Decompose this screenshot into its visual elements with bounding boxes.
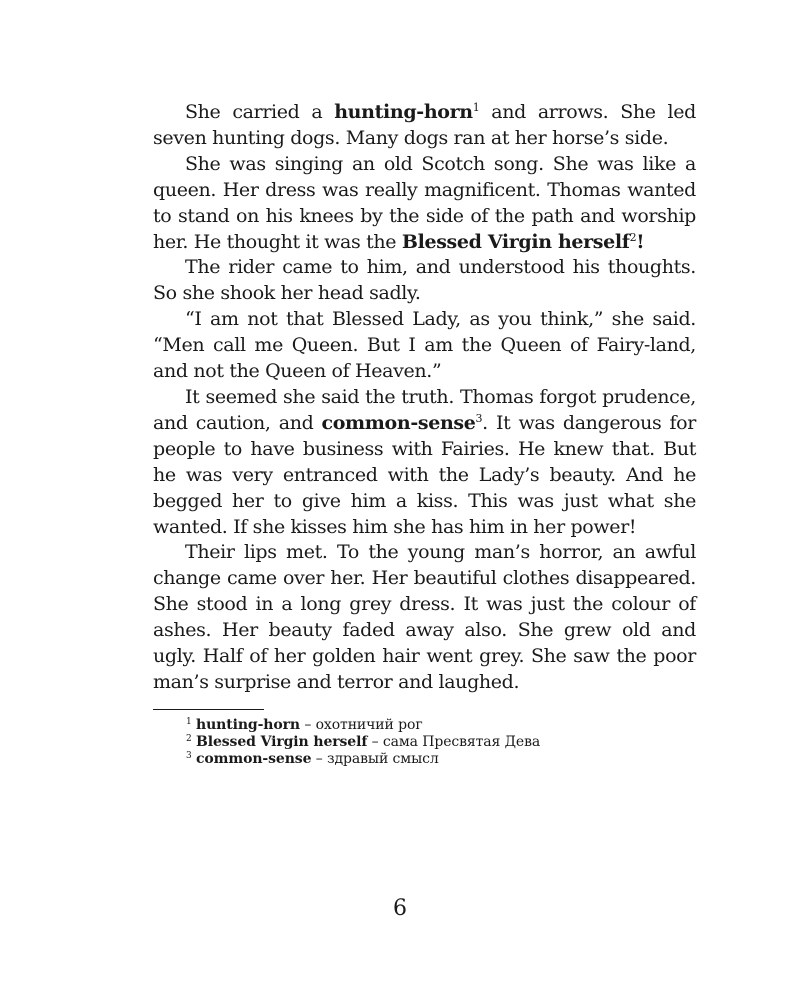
footnote-separator: – bbox=[299, 716, 316, 733]
footnote-separator: – bbox=[367, 733, 383, 750]
footnote-term: hunting-horn bbox=[196, 716, 300, 733]
page-number: 6 bbox=[393, 896, 407, 921]
story-text bbox=[153, 100, 696, 696]
footnote bbox=[186, 734, 696, 751]
glossed-term: Blessed Virgin herself bbox=[401, 230, 630, 253]
footnotes bbox=[153, 717, 696, 768]
text-run: and arrows. She led seven hunting dogs. Many dogs ran at her horse’s side. bbox=[153, 101, 696, 149]
text-run: She carried a bbox=[185, 101, 335, 123]
glossed-term: hunting-horn bbox=[334, 101, 473, 123]
footnote-translation: сама Пресвятая Дева bbox=[382, 733, 541, 750]
footnote-ref: 1 bbox=[472, 101, 480, 114]
text-run: It seemed she said the truth. Thomas forgot prudence, and caution, and bbox=[153, 385, 696, 434]
paragraph bbox=[153, 385, 696, 540]
footnote-ref: 3 bbox=[475, 411, 483, 425]
footnote-translation: охотничий рог bbox=[315, 716, 423, 733]
book-page bbox=[153, 100, 696, 768]
text-run: ! bbox=[636, 230, 645, 253]
footnote-term: common-sense bbox=[196, 750, 312, 767]
footnote-separator: – bbox=[311, 750, 327, 767]
footnote bbox=[186, 751, 696, 768]
footnote-number: 2 bbox=[186, 733, 192, 744]
footnote-term: Blessed Virgin herself bbox=[196, 733, 368, 750]
paragraph bbox=[153, 152, 696, 256]
paragraph: Their lips met. To the young man’s horror, an awful change came over her. Her beautiful clothes disappeared. She stood in a long grey dress. It was just the colour of ashes. Her beauty faded away also. She grew old and ugly. Half of her golden hair went grey. She saw the poor man’s surprise and terror and laughed. bbox=[153, 541, 696, 693]
footnote bbox=[186, 717, 696, 734]
paragraph: The rider came to him, and understood his thoughts. So she shook her head sadly. bbox=[153, 256, 696, 305]
footnote-translation: здравый смысл bbox=[326, 750, 439, 767]
paragraph bbox=[153, 100, 696, 152]
footnote-ref: 2 bbox=[629, 230, 637, 244]
text-run: She was singing an old Scotch song. She was like a queen. Her dress was really magnificent. Thomas wanted to stand on his knees by the side of the path and worship her. He thought it was the bbox=[153, 152, 696, 253]
paragraph: “I am not that Blessed Lady, as you think,” she said. “Men call me Queen. But I am the Queen of Fairy-land, and not the Queen of Heaven.” bbox=[153, 308, 696, 383]
footnote-number: 1 bbox=[186, 716, 192, 727]
glossed-term: common-sense bbox=[321, 411, 476, 434]
footnote-divider bbox=[153, 709, 264, 710]
footnote-number: 3 bbox=[186, 750, 192, 761]
text-run: . It was dangerous for people to have business with Fairies. He knew that. But he was very entranced with the Lady’s beauty. And he begged her to give him a kiss. This was just what she wanted. If she kisses him she has him in her power! bbox=[153, 411, 696, 538]
